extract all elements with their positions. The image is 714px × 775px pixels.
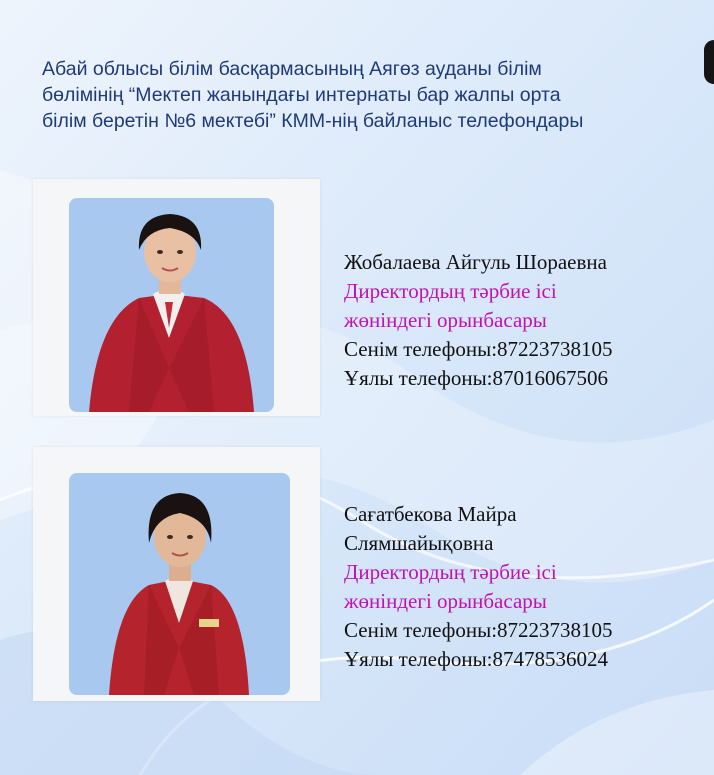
title-line-3: білім беретін №6 мектебі” КММ-нің байланыс телефондары <box>42 110 584 132</box>
contact-name: Жобалаева Айгуль Шораевна <box>344 250 607 274</box>
contact-role-line-1: Директордың тәрбие ісі <box>344 279 557 303</box>
trust-phone: Сенім телефоны:87223738105 <box>344 618 613 642</box>
contact-name-line-2: Слямшайықовна <box>344 531 494 555</box>
mobile-phone: Ұялы телефоны:87016067506 <box>344 366 609 390</box>
contact-role-line-2: жөніндегі орынбасары <box>344 308 547 332</box>
contact-name-line-1: Сағатбекова Майра <box>344 502 517 526</box>
trust-phone: Сенім телефоны:87223738105 <box>344 337 613 361</box>
photo-frame-1 <box>33 179 320 416</box>
edge-handle <box>704 40 714 84</box>
portrait-illustration-1 <box>69 198 274 412</box>
photo-frame-2 <box>33 447 320 701</box>
contact-card-1 <box>344 248 613 393</box>
page-title <box>42 56 682 134</box>
title-line-1: Абай облысы білім басқармасының Аягөз ауданы білім <box>42 58 542 80</box>
contact-role-line-1: Директордың тәрбие ісі <box>344 560 557 584</box>
mobile-phone: Ұялы телефоны:87478536024 <box>344 647 609 671</box>
contact-role-line-2: жөніндегі орынбасары <box>344 589 547 613</box>
portrait-illustration-2 <box>69 473 290 695</box>
title-line-2: бөлімінің “Мектеп жанындағы интернаты бар жалпы орта <box>42 84 561 106</box>
portrait-photo-1 <box>69 198 274 412</box>
portrait-photo-2 <box>69 473 290 695</box>
contact-card-2 <box>344 500 613 674</box>
